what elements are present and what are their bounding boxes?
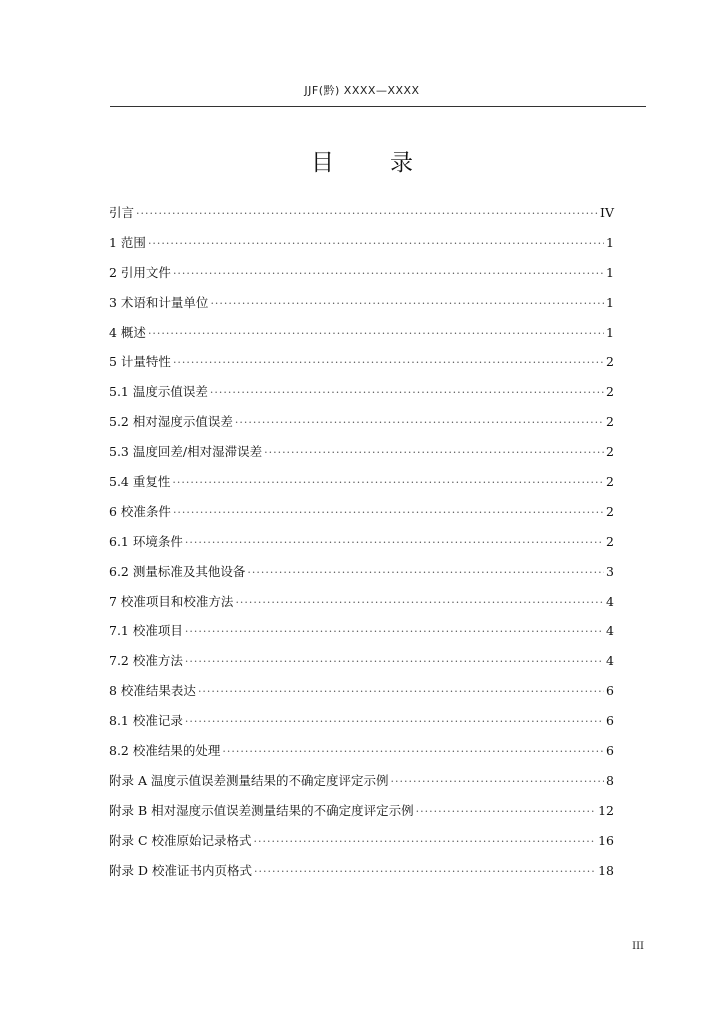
running-header: JJF(黔) XXXX—XXXX [304, 84, 420, 97]
toc-dot-leader [254, 830, 597, 854]
toc-dot-leader [148, 322, 604, 346]
toc-dot-leader [185, 710, 604, 734]
toc-entry[interactable] [109, 530, 614, 560]
toc-entry-page: 3 [606, 563, 614, 579]
toc-entry-label: 5.3 温度回差/相对湿滞误差 [109, 444, 263, 460]
toc-entry-page: 16 [598, 832, 614, 848]
toc-entry[interactable] [109, 500, 614, 530]
toc-entry-page: 8 [606, 772, 614, 788]
toc-dot-leader [235, 591, 604, 615]
toc-entry[interactable] [109, 410, 614, 440]
toc-entry-label: 8.2 校准结果的处理 [109, 743, 221, 759]
toc-entry-label: 5 计量特性 [109, 354, 171, 370]
toc-entry-label: 附录 A 温度示值误差测量结果的不确定度评定示例 [109, 772, 389, 788]
toc-entry[interactable] [109, 350, 614, 380]
table-of-contents [109, 201, 614, 888]
toc-entry-page: 2 [606, 444, 614, 460]
toc-entry-page: 4 [606, 623, 614, 639]
toc-entry-label: 7 校准项目和校准方法 [109, 593, 234, 609]
toc-entry-label: 5.1 温度示值误差 [109, 384, 208, 400]
toc-entry-page: 6 [606, 743, 614, 759]
toc-dot-leader [172, 471, 604, 495]
toc-entry-label: 6 校准条件 [109, 503, 171, 519]
toc-entry-label: 7.1 校准项目 [109, 623, 183, 639]
toc-entry-page: 2 [606, 503, 614, 519]
toc-dot-leader [173, 262, 604, 286]
toc-entry-label: 2 引用文件 [109, 264, 171, 280]
toc-entry[interactable] [109, 291, 614, 321]
toc-entry[interactable] [109, 769, 614, 799]
toc-entry-page: 1 [606, 324, 614, 340]
toc-entry[interactable] [109, 201, 614, 231]
toc-dot-leader [390, 770, 604, 794]
toc-entry-page: 18 [598, 862, 614, 878]
toc-dot-leader [185, 620, 604, 644]
toc-dot-leader [254, 860, 596, 884]
toc-entry[interactable] [109, 560, 614, 590]
toc-entry-label: 附录 D 校准证书内页格式 [109, 862, 252, 878]
toc-entry-label: 7.2 校准方法 [109, 653, 183, 669]
toc-entry-label: 4 概述 [109, 324, 146, 340]
header-divider [110, 106, 646, 107]
toc-dot-leader [136, 202, 598, 226]
toc-entry-page: 4 [606, 653, 614, 669]
toc-entry-page: 2 [606, 354, 614, 370]
toc-dot-leader [185, 531, 604, 555]
toc-entry[interactable] [109, 231, 614, 261]
toc-dot-leader [210, 381, 604, 405]
toc-entry-label: 6.1 环境条件 [109, 533, 183, 549]
toc-dot-leader [185, 650, 604, 674]
toc-entry-label: 引言 [109, 205, 135, 220]
toc-entry[interactable] [109, 829, 614, 859]
toc-entry-page: 2 [606, 533, 614, 549]
toc-entry-page: 4 [606, 593, 614, 609]
toc-entry[interactable] [109, 470, 614, 500]
toc-entry-label: 8.1 校准记录 [109, 713, 183, 729]
toc-entry-page: 12 [598, 802, 614, 818]
toc-entry[interactable] [109, 380, 614, 410]
toc-entry[interactable] [109, 440, 614, 470]
toc-entry-page: 2 [606, 474, 614, 490]
page-number: III [632, 941, 644, 952]
toc-entry-page: 1 [606, 264, 614, 280]
toc-title: 目录 [311, 150, 469, 176]
toc-entry[interactable] [109, 739, 614, 769]
toc-dot-leader [222, 740, 604, 764]
toc-entry[interactable] [109, 321, 614, 351]
toc-dot-leader [148, 232, 604, 256]
toc-entry-page: 1 [606, 294, 614, 310]
toc-entry-label: 附录 B 相对湿度示值误差测量结果的不确定度评定示例 [109, 802, 414, 818]
toc-dot-leader [416, 800, 596, 824]
toc-entry[interactable] [109, 709, 614, 739]
toc-entry-label: 附录 C 校准原始记录格式 [109, 832, 252, 848]
toc-entry-page: 6 [606, 713, 614, 729]
toc-entry-label: 5.4 重复性 [109, 474, 171, 490]
toc-entry[interactable] [109, 679, 614, 709]
toc-entry[interactable] [109, 590, 614, 620]
toc-entry-label: 1 范围 [109, 234, 146, 250]
toc-dot-leader [235, 411, 604, 435]
toc-dot-leader [173, 501, 604, 525]
toc-entry[interactable] [109, 859, 614, 889]
toc-entry-page: IV [600, 205, 614, 220]
toc-entry-label: 8 校准结果表达 [109, 683, 196, 699]
toc-entry-label: 3 术语和计量单位 [109, 294, 209, 310]
toc-dot-leader [210, 292, 604, 316]
toc-dot-leader [264, 441, 604, 465]
toc-entry[interactable] [109, 649, 614, 679]
toc-entry-page: 1 [606, 234, 614, 250]
toc-entry-page: 2 [606, 384, 614, 400]
toc-dot-leader [247, 561, 604, 585]
toc-dot-leader [173, 351, 604, 375]
toc-entry[interactable] [109, 619, 614, 649]
toc-entry[interactable] [109, 799, 614, 829]
toc-entry-label: 6.2 测量标准及其他设备 [109, 563, 246, 579]
toc-dot-leader [198, 680, 604, 704]
toc-entry-page: 6 [606, 683, 614, 699]
toc-entry-label: 5.2 相对湿度示值误差 [109, 414, 233, 430]
toc-entry[interactable] [109, 261, 614, 291]
toc-entry-page: 2 [606, 414, 614, 430]
